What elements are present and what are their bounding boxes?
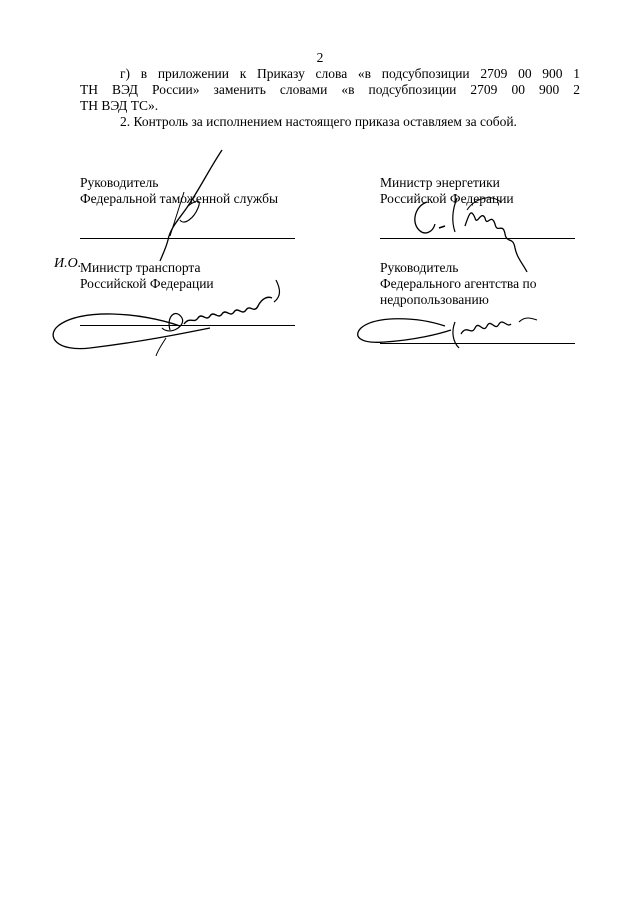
signatory-customs-title: Руководитель [80, 175, 159, 190]
signatory-subsoil-org-line2: недропользованию [380, 292, 489, 307]
signatory-subsoil-title: Руководитель [380, 260, 459, 275]
paragraph-control: 2. Контроль за исполнением настоящего приказа оставляем за собой. [120, 114, 517, 129]
signature-customs [140, 148, 240, 263]
signature-subsoil [355, 308, 545, 358]
signatory-transport-org: Российской Федерации [80, 276, 214, 291]
signatory-customs-org: Федеральной таможенной службы [80, 191, 279, 206]
acting-note: И.О. [54, 256, 82, 271]
signatory-subsoil [380, 260, 536, 308]
signatory-transport-title: Министр транспорта [80, 260, 201, 275]
signatory-energy-org: Российской Федерации [380, 191, 514, 206]
paragraph-item-g-line3: ТН ВЭД ТС». [80, 98, 159, 113]
signatory-energy-title: Министр энергетики [380, 175, 500, 190]
paragraph-item-g-line1: г) в приложении к Приказу слова «в подсубпозиции 2709 00 900 1 [120, 66, 580, 81]
signature-transport [50, 278, 290, 358]
signatory-subsoil-org-line1: Федерального агентства по [380, 276, 537, 291]
page-number: 2 [316, 50, 324, 65]
document-body [80, 66, 580, 130]
paragraph-item-g-line2: ТН ВЭД России» заменить словами «в подсубпозиции 2709 00 900 2 [80, 82, 580, 97]
